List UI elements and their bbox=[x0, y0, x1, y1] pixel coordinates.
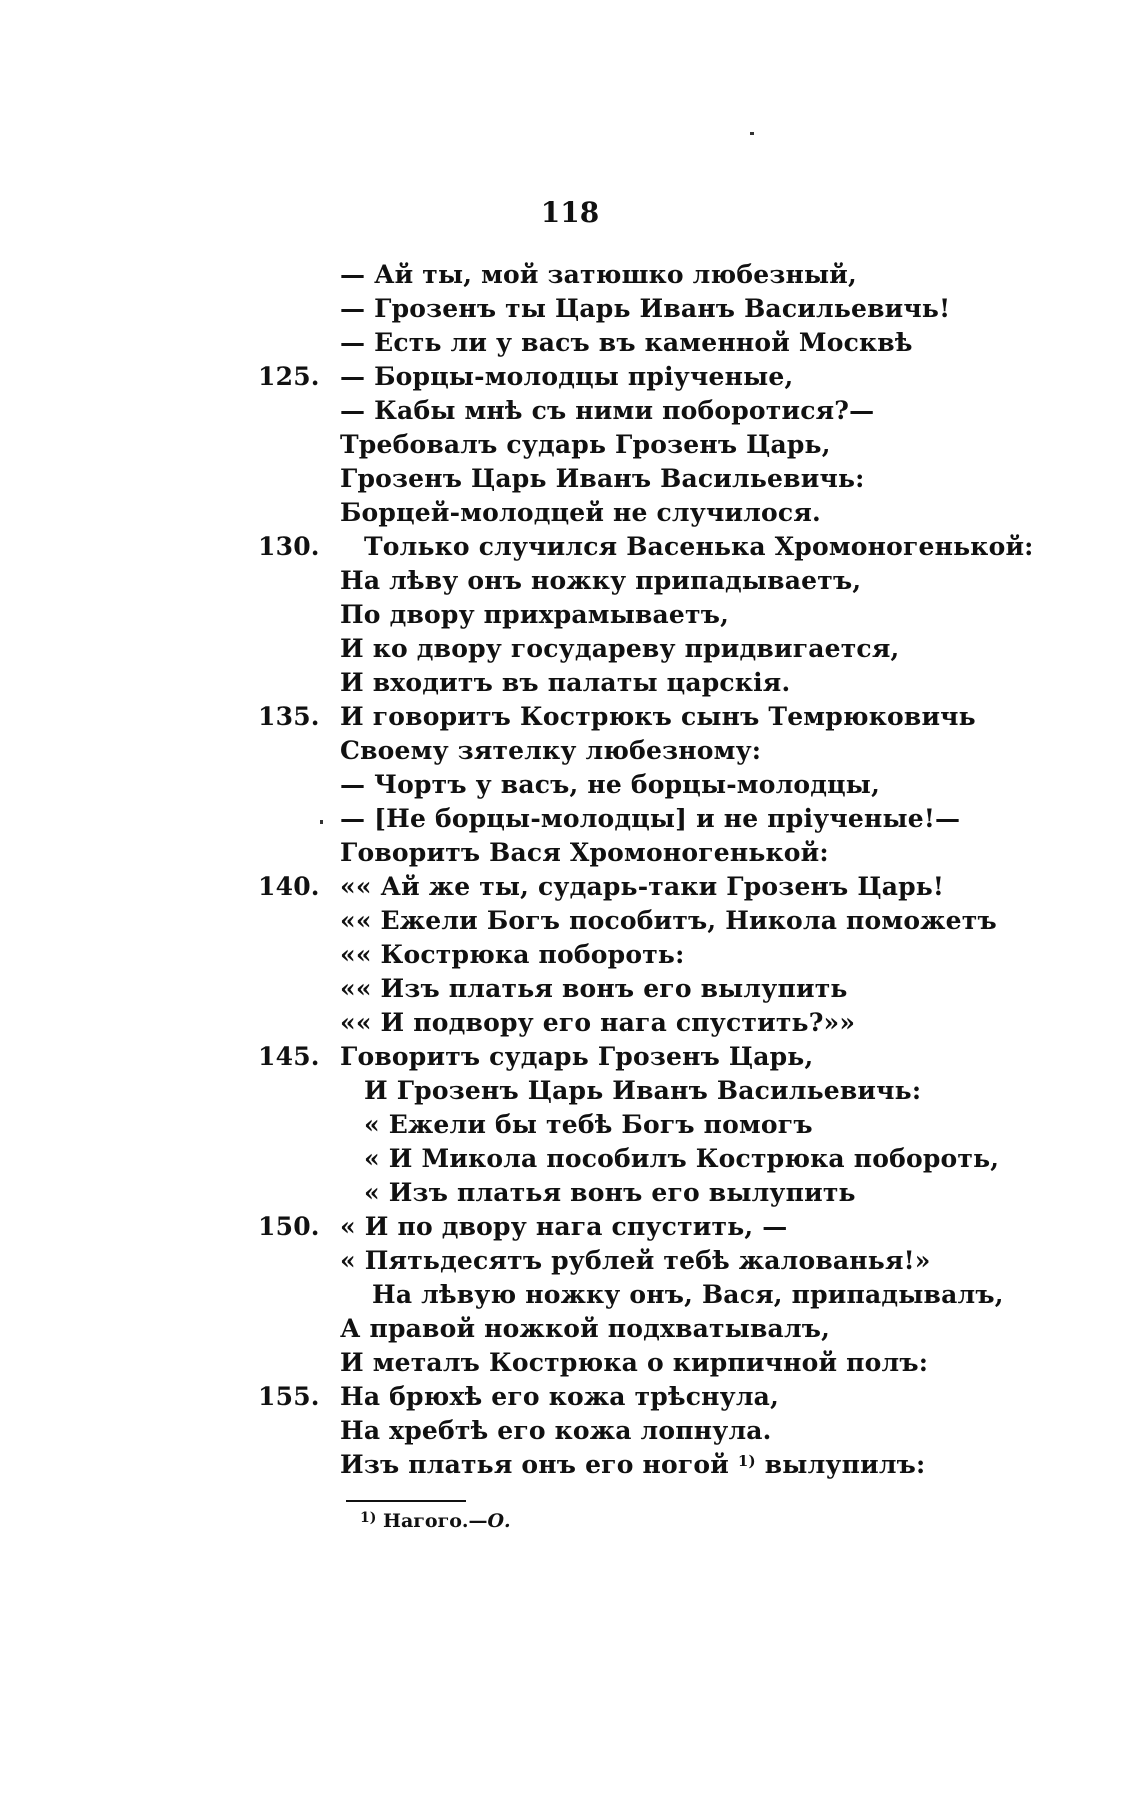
poem-line bbox=[340, 258, 1100, 292]
footnote-reference[interactable]: 1) bbox=[737, 1452, 756, 1470]
poem-line bbox=[340, 972, 1100, 1006]
line-text-main: Изъ платья онъ его ногой bbox=[340, 1450, 729, 1479]
poem-line bbox=[340, 1108, 1100, 1142]
line-text-main: «« Ай же ты, сударь-таки Грозенъ Царь! bbox=[340, 872, 945, 901]
line-text-main: На брюхѣ его кожа трѣснула, bbox=[340, 1382, 779, 1411]
line-text bbox=[340, 702, 976, 731]
poem-line bbox=[340, 1278, 1100, 1312]
line-number: 145. bbox=[258, 1042, 320, 1071]
line-text bbox=[340, 532, 1034, 561]
poem-line bbox=[340, 734, 1100, 768]
line-text-main: « И по двору нага спустить, — bbox=[340, 1212, 788, 1241]
line-number: 140. bbox=[258, 872, 320, 901]
line-text bbox=[340, 838, 829, 867]
line-text-main: — Есть ли у васъ въ каменной Москвѣ bbox=[340, 328, 913, 357]
poem-line bbox=[340, 938, 1100, 972]
line-text-main: Требовалъ сударь Грозенъ Царь, bbox=[340, 430, 831, 459]
line-text bbox=[340, 328, 913, 357]
line-text bbox=[340, 1416, 772, 1445]
line-text-main: Своему зятелку любезному: bbox=[340, 736, 762, 765]
line-text bbox=[340, 464, 865, 493]
footnote-source: О. bbox=[487, 1510, 511, 1532]
line-text bbox=[340, 430, 831, 459]
line-text-main: По двору прихрамываетъ, bbox=[340, 600, 730, 629]
poem-line bbox=[258, 870, 1100, 904]
line-text bbox=[340, 770, 880, 799]
footnote-divider bbox=[346, 1500, 466, 1502]
line-text bbox=[340, 1042, 813, 1071]
poem-line bbox=[340, 666, 1100, 700]
line-text bbox=[340, 294, 950, 323]
line-text-main: И говоритъ Кострюкъ сынъ Темрюковичь bbox=[340, 702, 976, 731]
line-text bbox=[340, 906, 997, 935]
line-text bbox=[340, 1348, 928, 1377]
poem-line bbox=[340, 598, 1100, 632]
line-text-main: Говоритъ сударь Грозенъ Царь, bbox=[340, 1042, 814, 1071]
poem-line bbox=[340, 326, 1100, 360]
line-text-main: « Пятьдесятъ рублей тебѣ жалованья!» bbox=[340, 1246, 931, 1275]
line-text bbox=[340, 940, 685, 969]
poem-line bbox=[258, 530, 1100, 564]
line-text-main: — Кабы мнѣ съ ними поборотися?— bbox=[340, 396, 875, 425]
line-text bbox=[340, 736, 761, 765]
poem-text bbox=[258, 258, 1100, 1482]
poem-line bbox=[340, 496, 1100, 530]
stray-mark bbox=[320, 820, 323, 824]
line-text bbox=[340, 566, 861, 595]
poem-line bbox=[340, 802, 1100, 836]
poem-line bbox=[340, 428, 1100, 462]
poem-line bbox=[340, 1142, 1100, 1176]
line-text bbox=[340, 600, 729, 629]
line-text-main: И ко двору государеву придвигается, bbox=[340, 634, 900, 663]
line-text-main: А правой ножкой подхватывалъ, bbox=[340, 1314, 831, 1343]
line-text-main: — Ай ты, мой затюшко любезный, bbox=[340, 260, 857, 289]
line-text bbox=[340, 498, 821, 527]
line-text-main: Говоритъ Вася Хромоногенькой: bbox=[340, 838, 829, 867]
line-text-main: — [Не борцы-молодцы] и не пріученые!— bbox=[340, 804, 961, 833]
line-text bbox=[340, 1076, 921, 1105]
line-text bbox=[340, 1246, 931, 1275]
poem-line bbox=[258, 360, 1100, 394]
poem-line bbox=[340, 394, 1100, 428]
line-text-main: «« Кострюка побороть: bbox=[340, 940, 685, 969]
line-text-main: «« Изъ платья вонъ его вылупить bbox=[340, 974, 848, 1003]
line-text-main: «« И подвору его нага спустить?»» bbox=[340, 1008, 856, 1037]
line-number: 125. bbox=[258, 362, 320, 391]
poem-line bbox=[258, 1380, 1100, 1414]
line-text-main: На лѣву онъ ножку припадываетъ, bbox=[340, 566, 862, 595]
line-text bbox=[340, 1008, 855, 1037]
line-text bbox=[340, 1144, 999, 1173]
poem-line bbox=[340, 1414, 1100, 1448]
poem-line bbox=[258, 700, 1100, 734]
footnote-text: Нагого.— bbox=[376, 1510, 488, 1532]
line-text bbox=[340, 1178, 856, 1207]
line-text-main: « Ежели бы тебѣ Богъ помогъ bbox=[364, 1110, 813, 1139]
poem-line bbox=[258, 1210, 1100, 1244]
line-text-main: — Грозенъ ты Царь Иванъ Васильевичь! bbox=[340, 294, 951, 323]
line-text bbox=[340, 260, 857, 289]
poem-line bbox=[340, 836, 1100, 870]
line-text-main: И входитъ въ палаты царскія. bbox=[340, 668, 791, 697]
line-text-main: И металъ Кострюка о кирпичной полъ: bbox=[340, 1348, 929, 1377]
line-text-main: Борцей-молодцей не случилося. bbox=[340, 498, 821, 527]
poem-line bbox=[340, 1346, 1100, 1380]
poem-line bbox=[340, 1244, 1100, 1278]
poem-line bbox=[340, 1176, 1100, 1210]
line-text bbox=[340, 1314, 830, 1343]
line-text bbox=[340, 974, 848, 1003]
poem-line bbox=[340, 1006, 1100, 1040]
line-text bbox=[340, 872, 944, 901]
line-number: 155. bbox=[258, 1382, 320, 1411]
line-text bbox=[340, 668, 790, 697]
poem-line bbox=[340, 768, 1100, 802]
poem-line bbox=[340, 1074, 1100, 1108]
line-text bbox=[340, 804, 960, 833]
poem-line bbox=[340, 292, 1100, 326]
line-text bbox=[340, 1382, 779, 1411]
poem-line bbox=[340, 1448, 1100, 1482]
footnote-mark: 1) bbox=[360, 1510, 377, 1526]
line-text bbox=[340, 634, 899, 663]
line-text-main: На хребтѣ его кожа лопнула. bbox=[340, 1416, 772, 1445]
line-text-main: — Борцы-молодцы пріученые, bbox=[340, 362, 794, 391]
poem-line bbox=[340, 1312, 1100, 1346]
poem-line bbox=[340, 904, 1100, 938]
line-text-main: — Чортъ у васъ, не борцы-молодцы, bbox=[340, 770, 880, 799]
line-number: 135. bbox=[258, 702, 320, 731]
line-text-main: « И Микола пособилъ Кострюка побороть, bbox=[364, 1144, 1000, 1173]
line-text-main: И Грозенъ Царь Иванъ Васильевичь: bbox=[364, 1076, 922, 1105]
line-text bbox=[340, 1280, 1004, 1309]
line-text-main: На лѣвую ножку онъ, Вася, припадывалъ, bbox=[372, 1280, 1004, 1309]
line-text-after: вылупилъ: bbox=[755, 1450, 926, 1479]
line-text bbox=[340, 362, 793, 391]
line-text-main: « Изъ платья вонъ его вылупить bbox=[364, 1178, 856, 1207]
line-text bbox=[340, 1212, 787, 1241]
poem-line bbox=[258, 1040, 1100, 1074]
line-number: 130. bbox=[258, 532, 320, 561]
line-number: 150. bbox=[258, 1212, 320, 1241]
line-text bbox=[340, 396, 874, 425]
stray-mark bbox=[750, 132, 754, 135]
line-text-main: Грозенъ Царь Иванъ Васильевичь: bbox=[340, 464, 865, 493]
poem-line bbox=[340, 564, 1100, 598]
line-text bbox=[340, 1110, 813, 1139]
line-text-main: Только случился Васенька Хромоногенькой: bbox=[364, 532, 1034, 561]
line-text-main: «« Ежели Богъ пособитъ, Никола поможетъ bbox=[340, 906, 997, 935]
line-text bbox=[340, 1450, 925, 1479]
footnote bbox=[360, 1510, 511, 1532]
poem-line bbox=[340, 632, 1100, 666]
poem-line bbox=[340, 462, 1100, 496]
page-number: 118 bbox=[540, 196, 600, 229]
